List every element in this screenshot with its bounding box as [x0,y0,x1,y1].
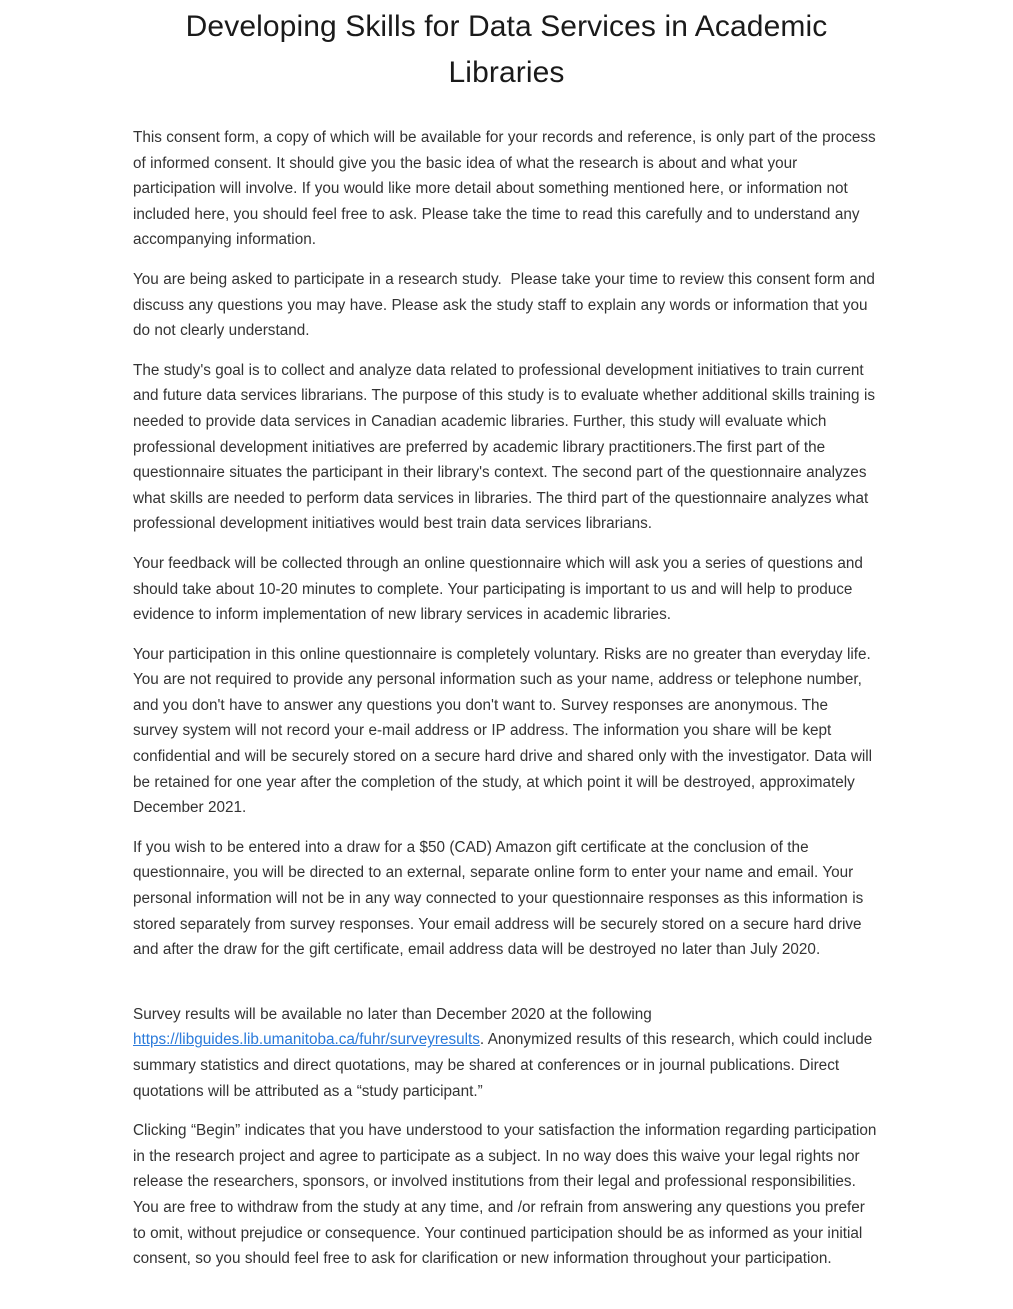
survey-results-link[interactable]: https://libguides.lib.umanitoba.ca/fuhr/surveyresults [133,1031,480,1049]
paragraph-consent-form-intro: This consent form, a copy of which will be available for your records and reference, is only part of the process of informed consent. It should give you the basic idea of what the research is about and what your participation will involve. If you would like more detail about something mentioned here, or information not included here, you should feel free to ask. Please take the time to read this carefully and to understand any accompanying information. [133,129,881,249]
paragraph-participation-request: You are being asked to participate in a research study. Please take your time to review this consent form and discuss any questions you may have. Please ask the study staff to explain any words or information that you do not clearly understand. [133,270,880,340]
paragraph-prize-draw: If you wish to be entered into a draw for a $50 (CAD) Amazon gift certificate at the conclusion of the questionnaire, you will be directed to an external, separate online form to enter your name and email. Your personal information will not be in any way connected to your questionnaire responses as this information is stored separately from survey responses. Your email address will be securely stored on a secure hard drive and after the draw for the gift certificate, email address data will be destroyed no later than July 2020. [133,838,868,959]
survey-results-text-before-link: Survey results will be available no later than December 2020 at the following [133,1005,657,1023]
survey-results-text-after-link: . Anonymized results of this research, which could include summary statistics and direct quotations, may be shared at conferences or in journal publications. Direct quotations will be attributed as a “study participant.” [133,1031,877,1100]
paragraph-survey-results-availability [133,1002,877,1104]
paragraph-feedback-collection: Your feedback will be collected through an online questionnaire which will ask you a series of questions and should take about 10-20 minutes to complete. Your participating is important to us and will help to produce evidence to inform implementation of new library services in academic libraries. [133,554,868,624]
paragraph-begin-agreement: Clicking “Begin” indicates that you have understood to your satisfaction the information regarding participation in the research project and agree to participate as a subject. In no way does this waive your legal rights nor release the researchers, sponsors, or involved institutions from their legal and professional responsibilities. You are free to withdraw from the study at any time, and /or refrain from answering any questions you prefer to omit, without prejudice or consequence. Your continued participation should be as informed as your initial consent, so you should feel free to ask for clarification or new information throughout your participation. [133,1122,881,1268]
consent-form-body [0,125,1013,1272]
paragraph-study-goal: The study's goal is to collect and analyze data related to professional development initiatives to train current and future data services librarians. The purpose of this study is to evaluate whether additional skills training is needed to provide data services in Canadian academic libraries. Further, this study will evaluate which professional development initiatives are preferred by academic library practitioners.The first part of the questionnaire situates the participant in their library's context. The second part of the questionnaire analyzes what skills are needed to perform data services in libraries. The third part of the questionnaire analyzes what professional development initiatives would best train data services librarians. [133,361,880,533]
page-title: Developing Skills for Data Services in Academic Libraries [185,10,828,89]
paragraph-voluntary-and-privacy: Your participation in this online questionnaire is completely voluntary. Risks are no greater than everyday life. You are not required to provide any personal information such as your name, address or telephone number, and you don't have to answer any questions you don't want to. Survey responses are anonymous. The survey system will not record your e-mail address or IP address. The information you share will be kept confidential and will be securely stored on a secure hard drive and shared only with the investigator. Data will be retained for one year after the completion of the study, at which point it will be destroyed, approximately December 2021. [133,645,877,817]
